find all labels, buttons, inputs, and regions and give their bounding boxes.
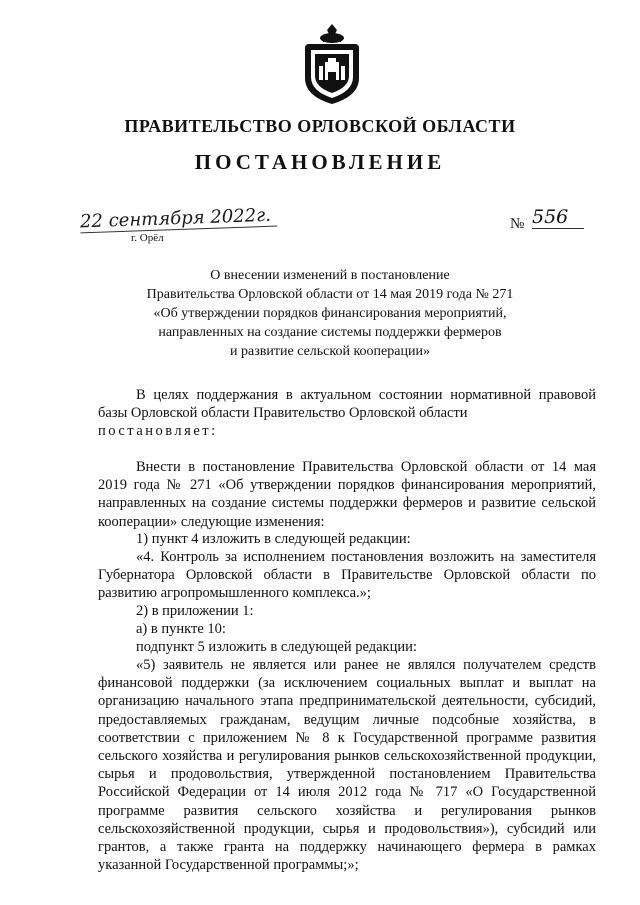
item-2: 2) в приложении 1: — [136, 603, 254, 619]
subject-line: О внесении изменений в постановление — [210, 268, 450, 283]
quote-item-4: «4. Контроль за исполнением постановления возложить на заместителя Губернатора Орловской области в Правительстве Орловской области по развитию агропромышленного комплекса.»; — [98, 549, 596, 602]
document-type: ПОСТАНОВЛЕНИЕ — [194, 150, 446, 174]
subject-line: Правительства Орловской области от 14 мая 2019 года № 271 — [146, 287, 514, 302]
document-subject — [120, 266, 540, 361]
coat-of-arms-icon — [301, 22, 363, 106]
subject-line: и развитие сельской кооперации» — [230, 344, 430, 359]
number-label: № — [510, 216, 525, 232]
preamble-paragraph: В целях поддержания в актуальном состоянии нормативной правовой базы Орловской области Правительство Орловской области — [98, 387, 596, 422]
resolves-word: постановляет: — [98, 423, 218, 439]
item-1: 1) пункт 4 изложить в следующей редакции: — [136, 531, 411, 547]
city-label: г. Орёл — [131, 232, 164, 244]
handwritten-date: 22 сентября 2022г. — [80, 205, 278, 234]
subject-line: направленных на создание системы поддержки фермеров — [158, 325, 502, 340]
handwritten-number: 556 — [532, 206, 584, 229]
organization-title: ПРАВИТЕЛЬСТВО ОРЛОВСКОЙ ОБЛАСТИ — [124, 116, 516, 136]
subject-line: «Об утверждении порядков финансирования мероприятий, — [153, 306, 507, 321]
subitem-5-intro: подпункт 5 изложить в следующей редакции: — [136, 639, 417, 655]
quote-subitem-5: «5) заявитель не является или ранее не являлся получателем средств финансовой поддержки (за исключением социальных выплат и выплат на организацию начального этапа предпринимательской деятельности, субсидий, предоставляемых гражданам, ведущим личные подсобные хозяйства, в соответствии с приложением № 8 к Государственной программе развития сельского хозяйства и регулирования рынков сельскохозяйственной продукции, сырья и продовольствия, утвержденной постановлением Правительства Российской Федерации от 14 июля 2012 года № 717 «О Государственной программе развития сельского хозяйства и регулирования рынков сельскохозяйственной продукции, сырья и продовольствия»), субсидий или грантов, а также гранта на поддержку начинающего фермера в рамках указанной Государственной программы;»; — [98, 657, 596, 874]
item-2a: а) в пункте 10: — [136, 621, 226, 637]
intro-paragraph: Внести в постановление Правительства Орловской области от 14 мая 2019 года № 271 «Об утверждении порядков финансирования мероприятий, направленных на создание системы поддержки фермеров и развитие сельской кооперации» следующие изменения: — [98, 459, 596, 530]
